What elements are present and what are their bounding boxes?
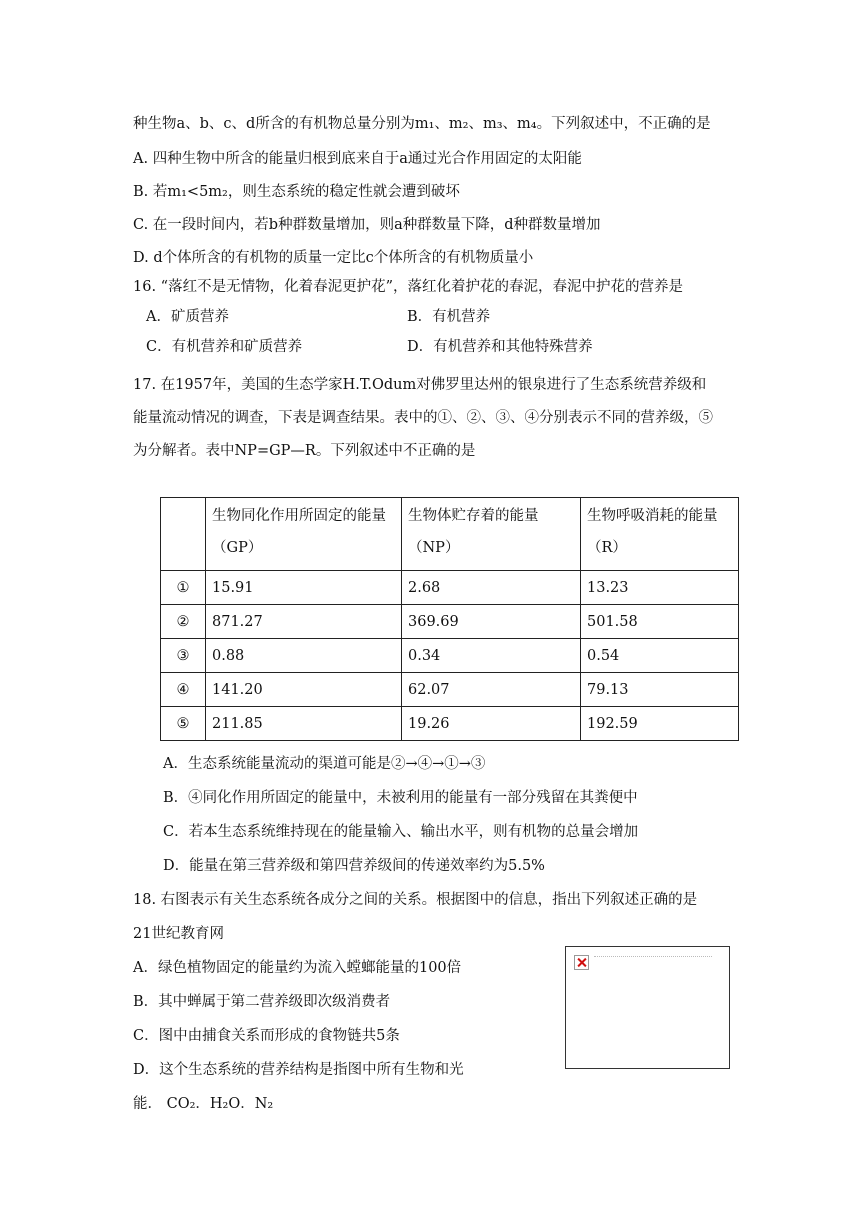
- q16-option-c: C．有机营养和矿质营养: [146, 339, 303, 355]
- q17-stem-line2: 能量流动情况的调查，下表是调查结果。表中的①、②、③、④分别表示不同的营养级，⑤: [133, 410, 713, 426]
- table-cell: ③: [161, 639, 206, 673]
- q17-option-b: B．④同化作用所固定的能量中，未被利用的能量有一部分残留在其粪便中: [163, 790, 638, 806]
- table-cell: 369.69: [402, 605, 581, 639]
- table-header-cell: 生物呼吸消耗的能量（R）: [581, 498, 739, 571]
- table-cell: 501.58: [581, 605, 739, 639]
- table-cell: ⑤: [161, 707, 206, 741]
- table-row: [161, 571, 739, 605]
- table-row: [161, 639, 739, 673]
- q18-option-b: B．其中蝉属于第二营养级即次级消费者: [133, 994, 391, 1010]
- table-cell: ①: [161, 571, 206, 605]
- ecosystem-figure-placeholder: [565, 946, 730, 1069]
- q18-option-d-line2: 能． CO₂．H₂O．N₂: [133, 1096, 274, 1112]
- q17-option-a: A．生态系统能量流动的渠道可能是②→④→①→③: [163, 756, 486, 772]
- table-cell: 13.23: [581, 571, 739, 605]
- table-cell: 211.85: [206, 707, 402, 741]
- table-cell: 15.91: [206, 571, 402, 605]
- table-cell: 871.27: [206, 605, 402, 639]
- image-alt-text: [594, 956, 712, 960]
- table-header-cell: [161, 498, 206, 571]
- table-cell: 19.26: [402, 707, 581, 741]
- q18-stem: 18. 右图表示有关生态系统各成分之间的关系。根据图中的信息，指出下列叙述正确的是: [133, 892, 698, 908]
- table-header-row: [161, 498, 739, 571]
- q15-option-a: A. 四种生物中所含的能量归根到底来自于a通过光合作用固定的太阳能: [133, 151, 582, 167]
- table-row: [161, 673, 739, 707]
- q18-source: 21世纪教育网: [133, 926, 224, 942]
- table-cell: ④: [161, 673, 206, 707]
- table-cell: 0.88: [206, 639, 402, 673]
- broken-image-icon: [574, 955, 589, 970]
- q15-option-b: B. 若m₁<5m₂，则生态系统的稳定性就会遭到破坏: [133, 184, 460, 200]
- q18-option-c: C．图中由捕食关系而形成的食物链共5条: [133, 1028, 400, 1044]
- energy-flow-table: [160, 497, 739, 741]
- q15-option-c: C. 在一段时间内，若b种群数量增加，则a种群数量下降，d种群数量增加: [133, 217, 601, 233]
- table-header-cell: 生物体贮存着的能量（NP）: [402, 498, 581, 571]
- table-cell: 2.68: [402, 571, 581, 605]
- table-cell: 192.59: [581, 707, 739, 741]
- q17-option-c: C．若本生态系统维持现在的能量输入、输出水平，则有机物的总量会增加: [163, 824, 639, 840]
- q17-stem-line1: 17. 在1957年，美国的生态学家H.T.Odum对佛罗里达州的银泉进行了生态系统营养级和: [133, 377, 707, 393]
- q16-option-a: A．矿质营养: [146, 309, 229, 325]
- table-cell: 0.34: [402, 639, 581, 673]
- q18-option-a: A．绿色植物固定的能量约为流入螳螂能量的100倍: [133, 960, 462, 976]
- q15-option-d: D. d个体所含的有机物的质量一定比c个体所含的有机物质量小: [133, 250, 534, 266]
- q16-stem: 16. “落红不是无情物，化着春泥更护花”，落红化着护花的春泥，春泥中护花的营养是: [133, 279, 683, 295]
- q16-option-d: D．有机营养和其他特殊营养: [407, 339, 593, 355]
- table-row: [161, 707, 739, 741]
- q16-option-b: B．有机营养: [407, 309, 491, 325]
- table-cell: 141.20: [206, 673, 402, 707]
- table-cell: 62.07: [402, 673, 581, 707]
- table-cell: ②: [161, 605, 206, 639]
- table-cell: 0.54: [581, 639, 739, 673]
- table-header-cell: 生物同化作用所固定的能量（GP）: [206, 498, 402, 571]
- q17-stem-line3: 为分解者。表中NP=GP—R。下列叙述中不正确的是: [133, 443, 476, 459]
- q18-option-d-line1: D．这个生态系统的营养结构是指图中所有生物和光: [133, 1062, 464, 1078]
- q15-intro: 种生物a、b、c、d所含的有机物总量分别为m₁、m₂、m₃、m₄。下列叙述中，不正确的是: [133, 116, 711, 132]
- table-row: [161, 605, 739, 639]
- q17-option-d: D．能量在第三营养级和第四营养级间的传递效率约为5.5%: [163, 858, 545, 874]
- table-cell: 79.13: [581, 673, 739, 707]
